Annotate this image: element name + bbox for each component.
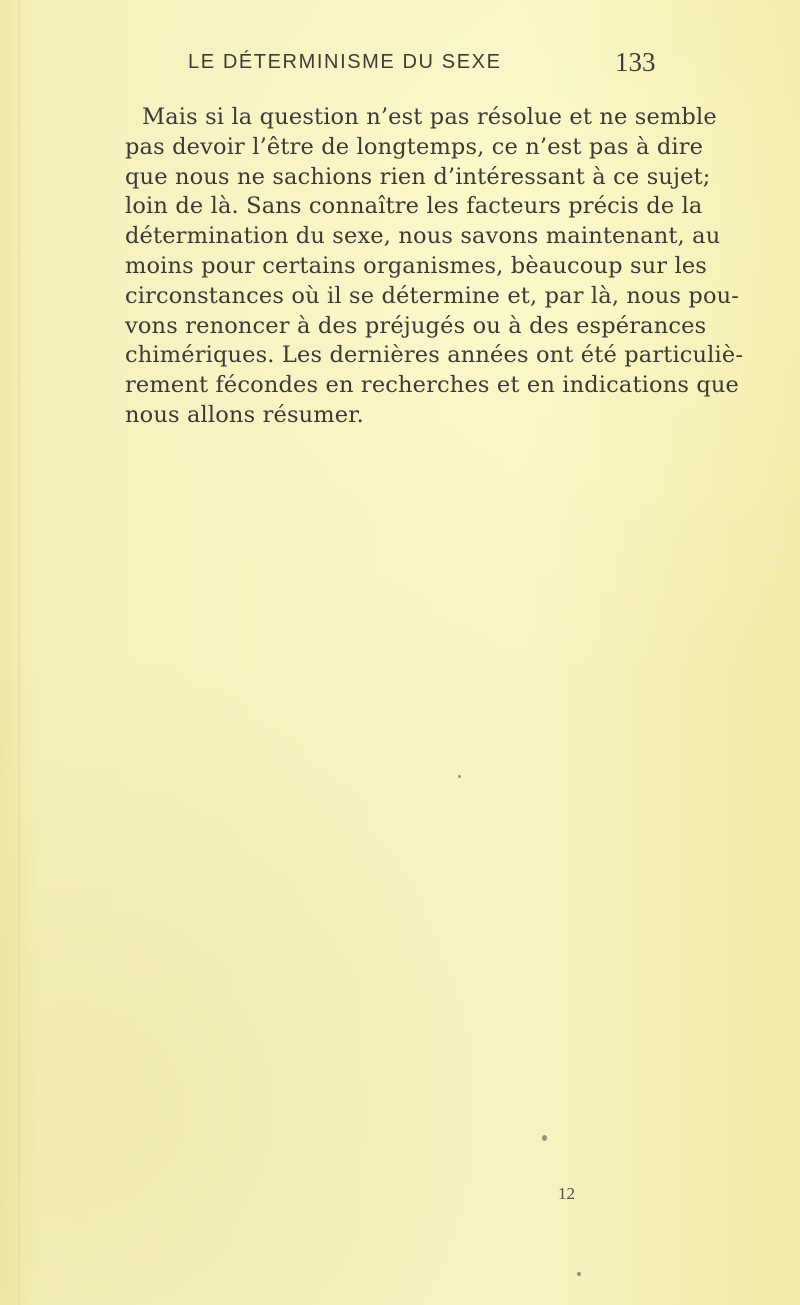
signature-mark: 12 [558, 1184, 575, 1203]
paper-speck [458, 775, 461, 778]
main-paragraph [125, 103, 744, 431]
paragraph-line: Mais si la question n’est pas résolue et ne semble [142, 104, 717, 130]
page-number: 133 [615, 47, 656, 77]
paragraph-line: pas devoir l’être de longtemps, ce n’est pas à dire [125, 133, 704, 160]
running-head: LE DÉTERMINISME DU SEXE [188, 51, 502, 73]
paragraph-line: moins pour certains organismes, bèaucoup sur les [125, 252, 708, 279]
paper-speck [542, 1135, 547, 1141]
paragraph-line: chimériques. Les dernières années ont été particuliè- [125, 342, 744, 369]
paragraph-line: loin de là. Sans connaître les facteurs précis de la [125, 193, 703, 220]
paragraph-line: vons renoncer à des préjugés ou à des espérances [125, 312, 707, 339]
page-edge-line [18, 0, 20, 1305]
paper-speck [577, 1272, 581, 1276]
paragraph-line: circonstances où il se détermine et, par là, nous pou- [125, 282, 740, 309]
paragraph-line: détermination du sexe, nous savons maintenant, au [125, 223, 721, 250]
paragraph-line: que nous ne sachions rien d’intéressant à ce sujet; [125, 163, 711, 190]
paragraph-line: nous allons résumer. [125, 401, 364, 428]
paragraph-line: rement fécondes en recherches et en indications que [125, 372, 740, 399]
